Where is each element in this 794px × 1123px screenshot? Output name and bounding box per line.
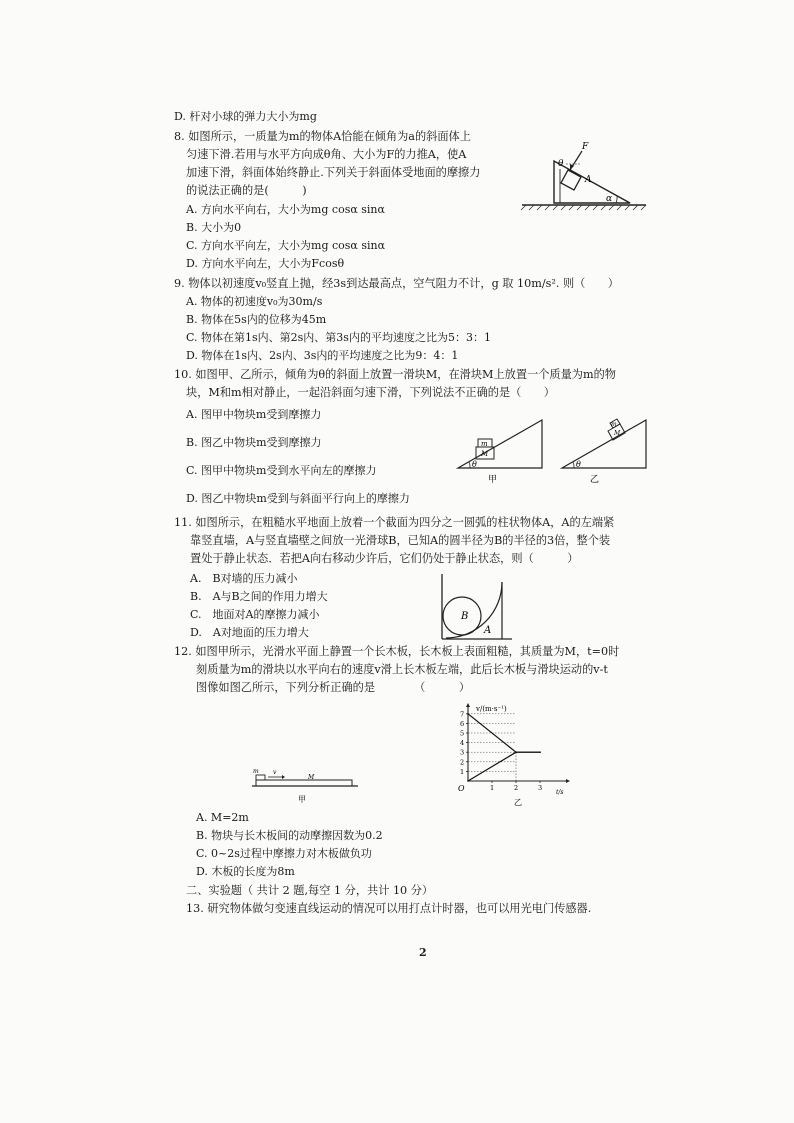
block-a-label: A bbox=[484, 625, 492, 636]
q12-option-a: A. M=2m bbox=[196, 811, 249, 824]
M-label: M bbox=[481, 450, 489, 458]
q8-line-2: 匀速下滑.若用与水平方向成θ角、大小为F的力推A，使A bbox=[186, 148, 467, 161]
q8-option-d: D. 方向水平向左，大小为Fcosθ bbox=[186, 257, 345, 270]
q10-figure-jia bbox=[456, 412, 546, 484]
block-a-label: A bbox=[585, 175, 592, 185]
caption-yi: 乙 bbox=[514, 798, 522, 807]
page-number: 2 bbox=[419, 946, 427, 959]
q12-option-b: B. 物块与长木板间的动摩擦因数为0.2 bbox=[196, 829, 383, 842]
q10-line-2: 块，M和m相对静止，一起沿斜面匀速下滑，下列说法不正确的是（ ） bbox=[186, 386, 555, 399]
y-tick-label: 4 bbox=[460, 739, 465, 748]
series-2-point bbox=[467, 780, 469, 782]
q12-figure-jia bbox=[250, 764, 360, 806]
q12-line-3: 图像如图乙所示，下列分析正确的是 （ ） bbox=[196, 681, 471, 694]
q8-option-a: A. 方向水平向右，大小为mg cosα sinα bbox=[186, 203, 385, 216]
q12-option-d: D. 木板的长度为8m bbox=[196, 865, 295, 878]
q11-option-a: A. B对墙的压力减小 bbox=[190, 572, 298, 585]
y-tick-label: 1 bbox=[460, 767, 465, 776]
q10-option-d: D. 图乙中物块m受到与斜面平行向上的摩擦力 bbox=[186, 492, 410, 505]
x-tick-label: 2 bbox=[514, 784, 519, 792]
q9-option-a: A. 物体的初速度v₀为30m/s bbox=[186, 295, 323, 308]
q12-line-2: 刻质量为m的滑块以水平向右的速度v滑上长木板左端，此后长木板与滑块运动的v-t bbox=[196, 663, 608, 676]
series-1-point bbox=[467, 713, 469, 715]
q9-option-d: D. 物体在1s内、2s内、3s内的平均速度之比为9：4：1 bbox=[186, 349, 459, 362]
q9-stem: 9. 物体以初速度v₀竖直上抛，经3s到达最高点，空气阻力不计，g 取 10m/s². 则（ ） bbox=[174, 277, 619, 290]
q12-option-c: C. 0~2s过程中摩擦力对木板做负功 bbox=[196, 847, 372, 860]
y-tick-label: 6 bbox=[460, 719, 465, 728]
q10-option-c: C. 图甲中物块m受到水平向左的摩擦力 bbox=[186, 464, 377, 477]
v-label: v bbox=[273, 769, 277, 776]
q8-option-c: C. 方向水平向左，大小为mg cosα sinα bbox=[186, 239, 386, 252]
q8-line-1: 8. 如图所示，一质量为m的物体A恰能在倾角为a的斜面体上 bbox=[174, 130, 471, 143]
q10-option-b: B. 图乙中物块m受到摩擦力 bbox=[186, 436, 322, 449]
m-label: m bbox=[481, 440, 488, 448]
q12-line-1: 12. 如图甲所示，光滑水平面上静置一个长木板，长木板上表面粗糙，其质量为M，t=0时 bbox=[174, 645, 620, 658]
m-label: m bbox=[611, 421, 617, 428]
y-tick-label: 7 bbox=[460, 710, 465, 719]
q7-option-d: D. 杆对小球的弹力大小为mg bbox=[174, 110, 317, 123]
q8-line-3: 加速下滑，斜面体始终静止.下列关于斜面体受地面的摩擦力 bbox=[186, 166, 481, 179]
y-tick-label: 3 bbox=[460, 748, 465, 757]
q8-option-b: B. 大小为0 bbox=[186, 221, 242, 234]
theta-label: θ bbox=[472, 460, 477, 469]
block-a bbox=[561, 170, 581, 190]
x-axis-label: t/s bbox=[556, 789, 564, 796]
M-label: M bbox=[614, 430, 621, 437]
q10-line-1: 10. 如图甲、乙所示，倾角为θ的斜面上放置一滑块M，在滑块M上放置一个质量为m的物 bbox=[174, 368, 616, 381]
series-2-point bbox=[515, 751, 517, 753]
q11-line-2: 靠竖直墙，A与竖直墙壁之间放一光滑球B，已知A的圆半径为B的半径的3倍，整个装 bbox=[190, 534, 611, 547]
q11-figure bbox=[438, 572, 518, 644]
theta-label: θ bbox=[576, 460, 581, 469]
q9-option-c: C. 物体在第1s内、第2s内、第3s内的平均速度之比为5：3：1 bbox=[186, 331, 491, 344]
caption-jia: 甲 bbox=[488, 475, 498, 484]
angle-alpha-label: α bbox=[606, 194, 613, 204]
x-tick-label: 1 bbox=[490, 784, 495, 792]
caption-yi: 乙 bbox=[590, 475, 600, 484]
q12-vt-graph bbox=[452, 701, 572, 811]
q11-option-d: D. A对地面的压力增大 bbox=[190, 626, 309, 639]
series-line-2 bbox=[468, 752, 540, 781]
q11-option-c: C. 地面对A的摩擦力减小 bbox=[190, 608, 320, 621]
y-tick-label: 2 bbox=[460, 758, 465, 767]
M-label: M bbox=[308, 774, 315, 781]
q10-option-a: A. 图甲中物块m受到摩擦力 bbox=[186, 408, 322, 421]
y-axis-label: v/(m·s⁻¹) bbox=[476, 705, 507, 713]
force-f-label: F bbox=[582, 142, 589, 152]
m-label: m bbox=[253, 768, 259, 775]
q11-line-1: 11. 如图所示，在粗糙水平地面上放着一个截面为四分之一圆弧的柱状物体A，A的左端紧 bbox=[174, 516, 615, 529]
q8-line-4: 的说法正确的是( ) bbox=[186, 184, 307, 197]
section-heading-experiments: 二、实验题（ 共计 2 题,每空 1 分，共计 10 分） bbox=[186, 884, 434, 897]
origin-label: O bbox=[458, 784, 465, 793]
y-tick-label: 5 bbox=[460, 729, 465, 738]
angle-theta-label: θ bbox=[558, 159, 564, 169]
q10-figure-yi bbox=[560, 410, 650, 484]
caption-jia: 甲 bbox=[298, 795, 306, 804]
q9-option-b: B. 物体在5s内的位移为45m bbox=[186, 313, 327, 326]
q13-stem: 13. 研究物体做匀变速直线运动的情况可以用打点计时器，也可以用光电门传感器. bbox=[186, 902, 592, 915]
ball-b-label: B bbox=[461, 611, 469, 622]
q8-incline-figure bbox=[518, 137, 653, 212]
x-tick-label: 3 bbox=[538, 784, 543, 792]
q11-option-b: B. A与B之间的作用力增大 bbox=[190, 590, 328, 603]
q11-line-3: 置处于静止状态．若把A向右移动少许后，它们仍处于静止状态，则（ ） bbox=[190, 552, 579, 565]
series-2-point bbox=[539, 751, 541, 753]
